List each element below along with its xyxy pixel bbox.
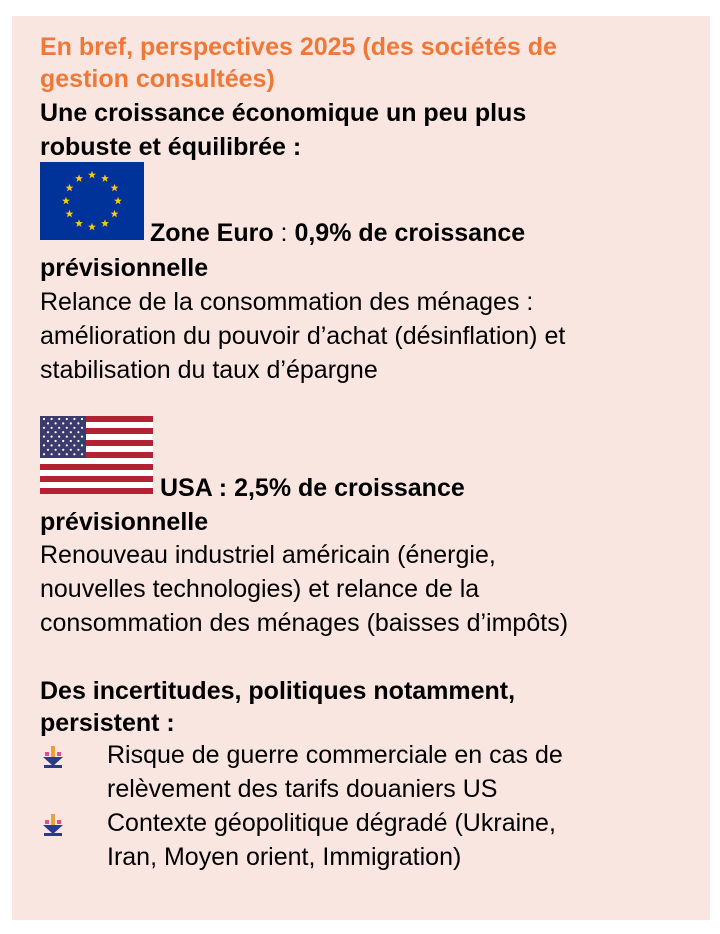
arrow-bullet-icon — [40, 812, 66, 838]
subheading-line-2: robuste et équilibrée : — [40, 133, 302, 161]
euro-separator: : — [273, 219, 295, 247]
euro-forecast-line-2: prévisionnelle — [40, 254, 209, 282]
uncertainty-item-1-line-1: Risque de guerre commerciale en cas de — [107, 741, 563, 769]
us-flag-icon — [40, 416, 153, 494]
uncertainties-title-line-1: Des incertitudes, politiques notamment, — [40, 677, 516, 705]
euro-forecast-value: 0,9% de croissance — [294, 219, 526, 247]
usa-desc-line-3: consommation des ménages (baisses d’impôts) — [40, 609, 569, 637]
uncertainty-item-2-line-2: Iran, Moyen orient, Immigration) — [107, 843, 462, 871]
euro-desc-line-1: Relance de la consommation des ménages : — [40, 288, 534, 316]
euro-forecast-line — [150, 216, 525, 251]
euro-region-label: Zone Euro — [150, 219, 274, 247]
subheading-line-1: Une croissance économique un peu plus — [40, 99, 527, 127]
content-panel — [12, 16, 710, 920]
heading-line-2: gestion consultées) — [40, 65, 275, 93]
usa-desc-line-2: nouvelles technologies) et relance de la — [40, 575, 480, 603]
euro-desc-line-3: stabilisation du taux d’épargne — [40, 356, 378, 384]
usa-desc-line-1: Renouveau industriel américain (énergie, — [40, 541, 496, 569]
euro-desc-line-2: amélioration du pouvoir d’achat (désinflation) et — [40, 322, 566, 350]
uncertainty-item-2-line-1: Contexte géopolitique dégradé (Ukraine, — [107, 809, 556, 837]
eu-flag-icon — [40, 162, 144, 240]
usa-forecast-line-2: prévisionnelle — [40, 508, 209, 536]
heading-line-1: En bref, perspectives 2025 (des sociétés de — [40, 33, 557, 61]
uncertainty-item-1-line-2: relèvement des tarifs douaniers US — [107, 775, 498, 803]
usa-forecast-line: USA : 2,5% de croissance — [160, 474, 465, 502]
uncertainties-title-line-2: persistent : — [40, 709, 175, 737]
arrow-bullet-icon — [40, 744, 66, 770]
